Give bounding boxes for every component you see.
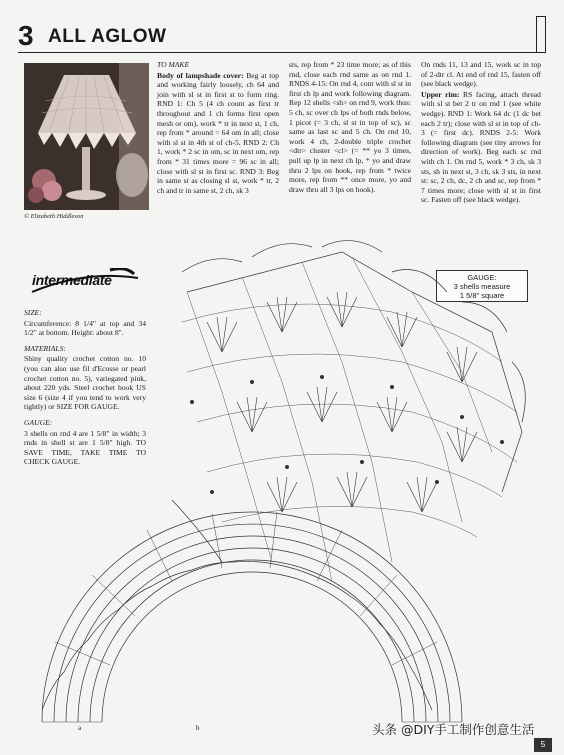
instructions-column-3 [421,60,541,206]
watermark: 头条 @DIY手工制作创意生活 [372,722,535,737]
materials-heading: MATERIALS: [24,343,66,353]
body-heading: Body of lampshade cover: [157,70,244,80]
upper-rim-text: RS facing, attach thread with sl st bet 2 tr on rnd 1 (see white wedge). RND 1: Work 64 dc (1 dc bet each 2 tr); close with sl st in top of ch-3 (= first dc). RNDS 2-5: Work following diagram (see tiny arrows for direction of work). Beg each sc rnd with ch 1. On rnd 5, work * 3 ch, sk 3 sts, sh in next st, 3 ch, sk 3 sts, in next st: sc, 2 ch, dc, 2 ch and sc, rep from * 7 times more; close with sl st in first sc. Fasten off (see black wedge). [421,89,541,205]
rounds-text: sts, rep from * 23 time more; as of this rnd, close each rnd same as on rnd 1. RNDS 4-15: On rnd 4, cont with sl st in first ch lp and work following diagram. Rep 12 shells <sh> on rnd 9, work thus: 5 ch, sc over ch lps of both rnds below, 1 picot (= 3 ch, sl st in top of sc), sc same as last sc and 5 ch. On rnd 10, work 4 ch, 2-double triple crochet <dtr> cluster <cl> (= ** yo 3 times, pull up lp in next ch lp, * yo and draw thru 2 lps on hook, rep from * twice more, rep from ** once more, yo and draw thru all 3 lps on hook). [289,60,411,194]
page-header [18,20,546,53]
gauge-box-line3: 1 5/8" square [459,291,505,300]
size-text: Circumference: 8 1/4" at top and 34 1/2" at bottom. Height: about 8". [24,318,146,338]
gauge-heading: GAUGE: [24,417,53,427]
upper-rim-heading: Upper rim: [421,89,460,99]
diagram-label-b: b [196,724,200,732]
lamp-illustration [24,63,149,210]
gauge-text: 3 shells on rnd 4 are 1 5/8" in width; 3 rnds in shell st are 1 5/8" high. TO SAVE TIME, TAKE TIME TO CHECK GAUGE. [24,428,146,467]
to-make-heading: TO MAKE [157,60,190,69]
photo-credit: © Elizabeth Hiddleson [24,213,84,220]
header-corner-box [536,16,546,53]
gauge-box-line2: 3 shells measure [453,282,511,291]
size-heading: SIZE: [24,308,42,317]
page-number: 5 [534,738,552,752]
finish-text: On rnds 11, 13 and 15, work sc in top of 2-dtr cl. At end of rnd 15, fasten off (see black wedge). [421,60,541,89]
body-text: Beg at top and working fairly loosely, ch 64 and join with sl st in first st to form ring. RND 1: Ch 5 (4 ch count as first tr throughout and 1 ch forms first open mesh or om), work * tr in next st, 1 ch, rep from * around = 64 om in all; close with sl st in 4th st of ch-5. RND 2: Ch 1, work * 2 sc in om, sc in next om, rep from * 31 times more = 96 sc in all; close with sl st in first sc. RND 3: Beg in same st as closing sl st, work * tr, 2 ch and tr in same st, 2 ch, sk 3 [157,70,279,195]
gauge-box-title: GAUGE: [467,273,497,282]
instructions-column-2 [289,60,411,195]
crochet-diagram [22,232,544,737]
lampshade-photo [24,63,149,210]
materials-text: Shiny quality crochet cotton no. 10 (you can also use fil d'Ecosse or pearl crochet cotton no. 5), variegated pink, about 220 yds. Steel crochet hook US size 6 (size 4 if you tend to work very tightly) or SIZE FOR GAUGE. [24,354,146,412]
difficulty-label: intermediate [32,272,112,288]
pattern-number: 3 [18,20,34,51]
instructions-column-1 [157,60,279,196]
page-title: ALL AGLOW [48,26,167,47]
diagram-label-a: a [78,724,82,732]
